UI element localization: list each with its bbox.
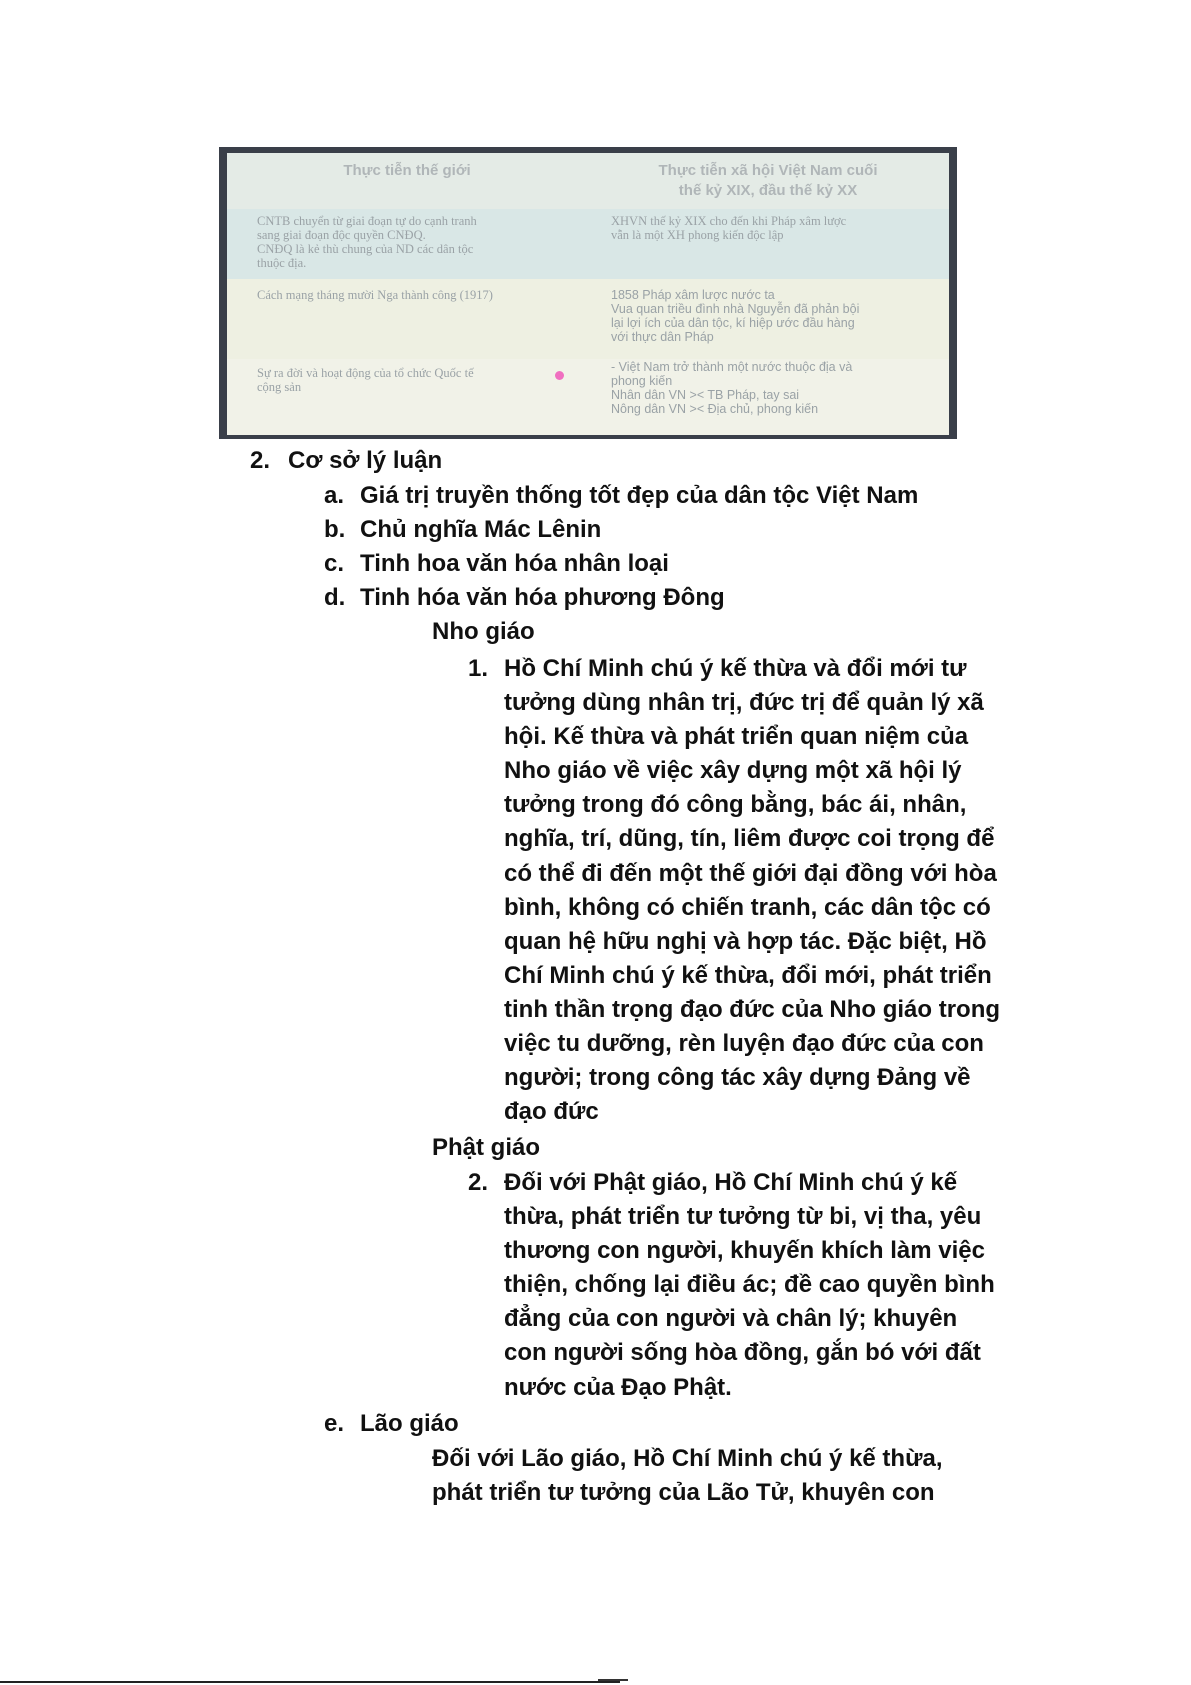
nho-line: người; trong công tác xây dựng Đảng về bbox=[504, 1064, 971, 1092]
nho-line: Chí Minh chú ý kế thừa, đổi mới, phát triển bbox=[504, 961, 992, 989]
lao-giao-heading: Lão giáo bbox=[360, 1410, 459, 1437]
nho-line: tưởng trong đó công bằng, bác ái, nhân, bbox=[504, 791, 967, 819]
nho-line: Nho giáo về việc xây dựng một xã hội lý bbox=[504, 757, 962, 785]
nho-line: có thể đi đến một thế giới đại đồng với hòa bbox=[504, 859, 997, 887]
item-b-text: Chủ nghĩa Mác Lênin bbox=[360, 516, 602, 543]
nho-giao-paragraph bbox=[504, 652, 1000, 1129]
nho-line: quan hệ hữu nghị và hợp tác. Đặc biệt, Hồ bbox=[504, 927, 987, 955]
section-number: 2. bbox=[250, 447, 271, 474]
phat-line: thương con người, khuyến khích làm việc bbox=[504, 1237, 985, 1265]
nho-line: đạo đức bbox=[504, 1098, 599, 1126]
phat-line: Đối với Phật giáo, Hồ Chí Minh chú ý kế bbox=[504, 1169, 958, 1196]
item-d-label: d. bbox=[324, 584, 346, 611]
slide-cell-r3-c2: - Việt Nam trở thành một nước thuộc địa và phong kiến Nhân dân VN >< TB Pháp, tay sai Nông dân VN >< Địa chủ, phong kiến bbox=[611, 360, 853, 416]
phat-giao-number: 2. bbox=[468, 1169, 489, 1196]
slide-header-world: Thực tiễn thế giới bbox=[343, 162, 471, 179]
slide-header-vietnam: Thực tiễn xã hội Việt Nam cuối thế kỷ XIX, đầu thế kỷ XX bbox=[658, 162, 878, 199]
section-title: Cơ sở lý luận bbox=[288, 447, 443, 474]
item-c-text: Tinh hoa văn hóa nhân loại bbox=[360, 550, 669, 577]
phat-line: con người sống hòa đồng, gắn bó với đất bbox=[504, 1339, 981, 1367]
slide-cell-r3-c1: Sự ra đời và hoạt động của tổ chức Quốc tế cộng sản bbox=[257, 366, 474, 394]
phat-line: thiện, chống lại điều ác; đề cao quyền bình bbox=[504, 1271, 995, 1299]
phat-line: thừa, phát triển tư tưởng từ bi, vị tha, yêu bbox=[504, 1203, 982, 1231]
nho-giao-heading: Nho giáo bbox=[432, 618, 535, 645]
lao-line: phát triển tư tưởng của Lão Tử, khuyên con bbox=[432, 1479, 935, 1507]
nho-line: tinh thần trọng đạo đức của Nho giáo trong bbox=[504, 995, 1001, 1023]
item-e-label: e. bbox=[324, 1410, 345, 1437]
phat-giao-heading: Phật giáo bbox=[432, 1134, 541, 1161]
lao-line: Đối với Lão giáo, Hồ Chí Minh chú ý kế thừa, bbox=[432, 1445, 943, 1472]
slide-photo bbox=[219, 147, 957, 439]
item-d-text: Tinh hóa văn hóa phương Đông bbox=[360, 584, 725, 611]
slide-cell-r1-c1: CNTB chuyển từ giai đoạn tự do cạnh tranh sang giai đoạn độc quyền CNĐQ. CNĐQ là kẻ thù chung của ND các dân tộc thuộc địa. bbox=[257, 214, 477, 270]
nho-line: nghĩa, trí, dũng, tín, liêm được coi trọng để bbox=[504, 825, 995, 853]
item-a-label: a. bbox=[324, 482, 345, 509]
phat-line: nước của Đạo Phật. bbox=[504, 1373, 732, 1401]
nho-line: bình, không có chiến tranh, các dân tộc có bbox=[504, 893, 991, 921]
slide-cell-r2-c1: Cách mạng tháng mười Nga thành công (1917) bbox=[257, 288, 493, 302]
slide-table bbox=[227, 153, 949, 435]
nho-giao-number: 1. bbox=[468, 655, 489, 682]
nho-line: việc tu dưỡng, rèn luyện đạo đức của con bbox=[504, 1030, 984, 1058]
footer-divider-mark bbox=[598, 1679, 628, 1681]
slide-cell-r2-c2: 1858 Pháp xâm lược nước ta Vua quan triều đình nhà Nguyễn đã phản bội lại lợi ích của dân tộc, kí hiệp ước đầu hàng với thực dân Pháp bbox=[611, 288, 860, 344]
footer-divider bbox=[0, 1681, 620, 1683]
item-b-label: b. bbox=[324, 516, 346, 543]
nho-line: hội. Kế thừa và phát triển quan niệm của bbox=[504, 723, 969, 751]
item-c-label: c. bbox=[324, 550, 345, 577]
phat-giao-paragraph bbox=[504, 1166, 995, 1405]
slide-cell-r1-c2: XHVN thế kỷ XIX cho đến khi Pháp xâm lược vẫn là một XH phong kiến độc lập bbox=[611, 214, 847, 242]
lao-giao-paragraph bbox=[432, 1442, 942, 1510]
laser-pointer-dot bbox=[555, 371, 564, 380]
nho-line: tưởng dùng nhân trị, đức trị để quản lý xã bbox=[504, 689, 984, 717]
nho-line: Hồ Chí Minh chú ý kế thừa và đổi mới tư bbox=[504, 655, 967, 682]
phat-line: đẳng của con người và chân lý; khuyên bbox=[504, 1305, 958, 1333]
item-a-text: Giá trị truyền thống tốt đẹp của dân tộc Việt Nam bbox=[360, 482, 919, 509]
